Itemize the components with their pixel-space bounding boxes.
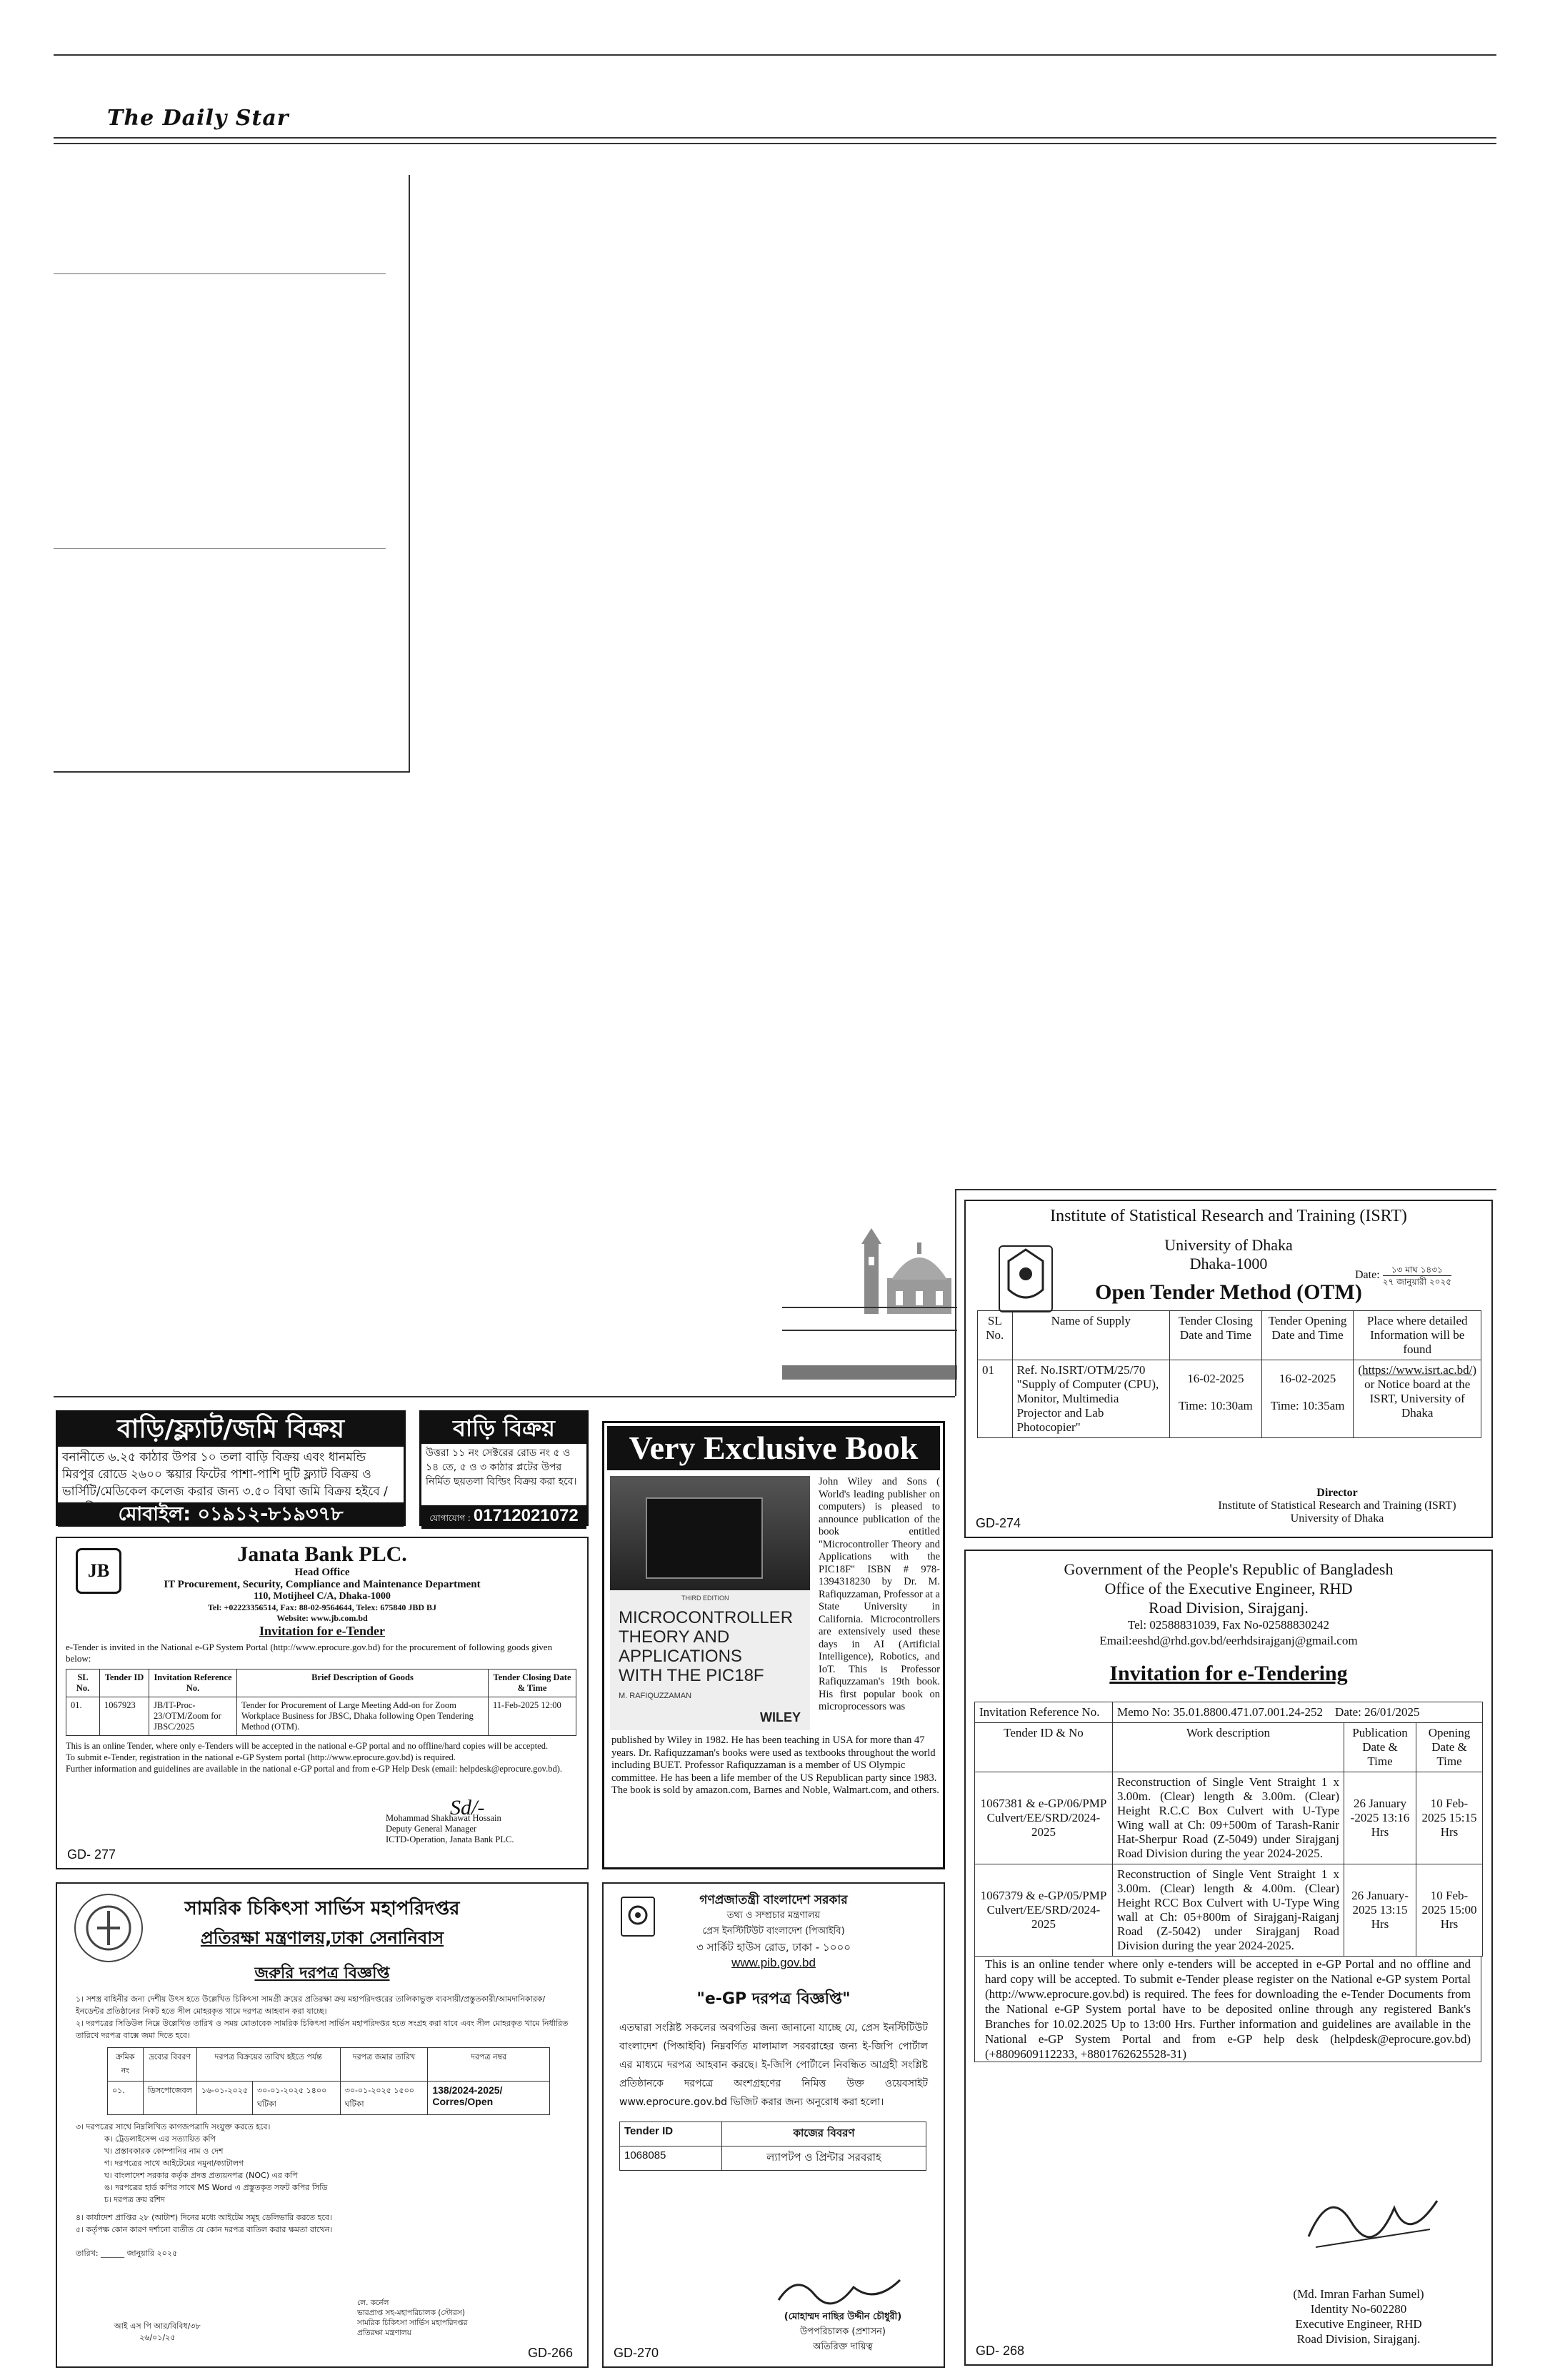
pib-ministry: তথ্য ও সম্প্রচার মন্ত্রণালয়	[726, 1910, 821, 1921]
isrt-director-univ: University of Dhaka	[1290, 1512, 1384, 1525]
table-row	[975, 1864, 1483, 1957]
amc-cell-submit: ৩০-০১-২০২৫ ১৫০০ ঘটিকা	[340, 2082, 428, 2115]
rhd-signer-title: Executive Engineer, RHD	[1295, 2317, 1422, 2331]
real-estate-ad-2-body: উত্তরা ১১ নং সেক্টরের রোড নং ৫ ও ১৪ তে, ৫ ও ৩ কাঠার প্লটের উপর নির্মিত ছয়তলা বিল্ডিং বিক্রয় করা হবে।	[426, 1447, 577, 1487]
left-column-rule-1	[54, 273, 386, 274]
cover-author: M. RAFIQUZZAMAN	[619, 1692, 692, 1700]
rhd-row2-open: 10 Feb-2025 15:00 Hrs	[1416, 1864, 1483, 1957]
isrt-tender	[964, 1200, 1493, 1538]
isrt-closing-date: 16-02-2025	[1187, 1372, 1244, 1385]
amc-th-no: দরপত্র নম্বর	[428, 2048, 550, 2082]
janata-note-1: This is an online Tender, where only e-Tenders will be accepted in the national e-GP portal and no offline/hard copies will be accepted.	[66, 1741, 549, 1751]
pib-signer: (মোহাম্মদ নাছির উদ্দীন চৌধুরী)	[784, 2311, 902, 2322]
pib-gov: গণপ্রজাতন্ত্রী বাংলাদেশ সরকার	[699, 1893, 848, 1907]
rhd-th-pub: Publication Date & Time	[1344, 1723, 1416, 1772]
isrt-closing-time: Time: 10:30am	[1179, 1399, 1253, 1412]
rhd-signer-div: Road Division, Sirajganj.	[1296, 2332, 1421, 2346]
cover-publisher: WILEY	[760, 1710, 801, 1724]
left-column-divider	[409, 175, 410, 771]
isrt-table	[977, 1310, 1481, 1438]
rhd-email: Email:eeshd@rhd.gov.bd/eerhdsirajganj@gmail.com	[1099, 1634, 1358, 1647]
rhd-note: This is an online tender where only e-tenders will be accepted in e-GP Portal and no offline and hard copy will be accepted. To submit e-Tender please register on the National e-GP system Portal (http://www.eprocure.gov.bd) is required. The fees for downloading the e-Tender Documents from the National e-GP System portal have to be deposited online through any registered Bank's Branches for 10.02.2025 Up to 13:00 Hrs. Further information and guidelines are available in the National e-GP System Portal and from e-GP help desk (helpdesk@eprocure.gov.bd) (+8809609112233, +8801762625528-31)	[974, 1956, 1481, 2062]
pib-th-id: Tender ID	[620, 2122, 722, 2146]
rhd-th-open: Opening Date & Time	[1416, 1723, 1483, 1772]
amc-ref-date: ২৬/০১/২৫	[139, 2333, 176, 2342]
isrt-director: Director	[1316, 1487, 1358, 1499]
rhd-row1-desc: Reconstruction of Single Vent Straight 1 x 3.00m. (Clear) length & 3.00m. (Clear) Height R.C.C Box Culvert with U-Type Wing wall at Ch: 09+500m of Tarash-Ranir Hat-Sherpur Road (Z-5049) under Sirajganj Road Division during the year 2024-2025.	[1113, 1772, 1344, 1864]
janata-title: Janata Bank PLC.	[237, 1542, 407, 1566]
rhd-row1-pub: 26 January -2025 13:16 Hrs	[1344, 1772, 1416, 1864]
amc-title: সামরিক চিকিৎসা সার্ভিস মহাপরিদপ্তর	[184, 1898, 460, 1919]
amc-th-item: দ্রব্যের বিবরণ	[143, 2048, 196, 2082]
du-seal-icon	[999, 1245, 1053, 1312]
janata-signer-title-2: ICTD-Operation, Janata Bank PLC.	[386, 1834, 514, 1844]
pib-signature-scribble	[775, 2273, 904, 2312]
rhd-identity: Identity No-602280	[1310, 2302, 1407, 2316]
isrt-cell-supply: Ref. No.ISRT/OTM/25/70 "Supply of Computer (CPU), Monitor, Multimedia Projector and Lab Photocopier"	[1012, 1360, 1169, 1438]
amc-heading: জরুরি দরপত্র বিজ্ঞপ্তি	[254, 1964, 390, 1982]
janata-signer-title-1: Deputy General Manager	[386, 1824, 477, 1834]
isrt-opening-time: Time: 10:35am	[1270, 1399, 1345, 1412]
amc-cell-item: ডিসপোজেবল	[143, 2082, 196, 2115]
ads-top-rule	[54, 1396, 955, 1397]
pib-tender	[602, 1882, 945, 2368]
amc-cell-sl: ০১.	[108, 2082, 144, 2115]
amc-cell-no: 138/2024-2025/ Corres/Open	[428, 2082, 550, 2115]
table-row	[978, 1360, 1481, 1438]
amc-signer-line: ভারপ্রাপ্ত সহ-মহাপরিচালক (স্টোরস)	[357, 2309, 465, 2317]
pib-heading: "e-GP দরপত্র বিজ্ঞপ্তি"	[696, 1990, 851, 2008]
book-ad	[602, 1421, 945, 1869]
rhd-row1-open: 10 Feb-2025 15:15 Hrs	[1416, 1772, 1483, 1864]
masthead-rule-2	[54, 143, 1496, 144]
janata-bank-tender	[56, 1537, 589, 1869]
pib-gd-code: GD-270	[614, 2346, 659, 2360]
amc-gd-code: GD-266	[527, 2346, 573, 2360]
rhd-signer: (Md. Imran Farhan Sumel)	[1293, 2287, 1424, 2301]
pib-cell-desc: ল্যাপটপ ও প্রিন্টার সরবরাহ	[722, 2146, 926, 2171]
rhd-tender	[964, 1550, 1493, 2366]
amc-list-item: ক। ট্রেডলাইসেন্স এর সত্যায়িত কপি	[104, 2134, 216, 2144]
amc-list-item: গ। দরপত্রের সাথে আইটেমের নমুনা/ক্যাটালগ	[104, 2159, 244, 2168]
amc-emblem-icon	[74, 1894, 143, 1962]
isrt-th-sl: SL No.	[978, 1311, 1013, 1360]
real-estate-ad-2-phone: 01712021072	[473, 1506, 579, 1525]
janata-cell-ref: JB/IT-Proc-23/OTM/Zoom for JBSC/2025	[149, 1697, 237, 1736]
isrt-title: Institute of Statistical Research and Training (ISRT)	[1050, 1207, 1407, 1225]
rhd-row2-id: 1067379 & e-GP/05/PMP Culvert/EE/SRD/2024-2025	[975, 1864, 1113, 1957]
amc-para-4: ৪। কার্যাদেশ প্রাপ্তির ২৮ (আটাশ) দিনের মধ্যে আইটেম সমূহ ডেলিভারি করতে হবে।	[76, 2213, 332, 2222]
rhd-gd-code: GD- 268	[976, 2344, 1025, 2358]
amc-list-item: ঘ। বাংলাদেশ সরকার কর্তৃক প্রদত্ত প্রত্যয়নপত্র (NOC) এর কপি	[104, 2171, 298, 2180]
table-row	[66, 1697, 576, 1736]
janata-heading: Invitation for e-Tender	[259, 1624, 385, 1638]
table-row	[108, 2082, 550, 2115]
isrt-th-closing: Tender Closing Date and Time	[1170, 1311, 1262, 1360]
janata-office: Head Office	[294, 1567, 350, 1578]
janata-cell-sl: 01.	[66, 1697, 100, 1736]
janata-address: 110, Motijheel C/A, Dhaka-1000	[254, 1591, 391, 1602]
isrt-place-link[interactable]: (https://www.isrt.ac.bd/)	[1358, 1363, 1476, 1377]
real-estate-ad-1-header: বাড়ি/ফ্ল্যাট/জমি বিক্রয়	[58, 1412, 404, 1447]
amc-para-5: ৫। কর্তৃপক্ষ কোন কারণ দর্শানো ব্যতীত যে কোন দরপত্র বাতিল করার ক্ষমতা রাখেন।	[76, 2225, 333, 2234]
pib-cell-id: 1068085	[620, 2146, 722, 2171]
rhd-row1-id: 1067381 & e-GP/06/PMP Culvert/EE/SRD/2024-2025	[975, 1772, 1113, 1864]
isrt-gd-code: GD-274	[976, 1516, 1021, 1530]
isrt-date-bn-1: ১৩ মাঘ ১৪৩১	[1383, 1264, 1451, 1276]
amc-table	[107, 2047, 550, 2115]
rhd-gov: Government of the People's Republic of Bangladesh	[1064, 1560, 1394, 1578]
rhd-row2-desc: Reconstruction of Single Vent Straight 1 x 3.00m. (Clear) length & 4.00m. (Clear) Height RCC Box Culvert with U-Type Wing wall at Ch: 05+800m of Sirajganj-Raiganj Road (Z-5042) under Sirajganj Road Division during the year 2024-2025.	[1113, 1864, 1344, 1957]
janata-signer: Mohammad Shakhawat Hossain	[386, 1813, 501, 1823]
janata-website: Website: www.jb.com.bd	[276, 1613, 368, 1623]
book-cover	[610, 1476, 810, 1730]
janata-gd-code: GD- 277	[67, 1847, 116, 1862]
chip-image	[646, 1497, 763, 1579]
amc-date-line: তারিখ: ______ জানুয়ারি ২০২৫	[76, 2249, 178, 2258]
book-text-side: John Wiley and Sons ( World's leading publisher on computers) is pleased to announce publication of the book entitled "Microcontroller Theory and Applications with the PIC18F" ISBN # 978-1394318230 by Dr. M. Rafiquzzaman, Professor at a State University in California. Microcontrollers are extensively used these days in AI (Artificial Intelligence), Robotics, and IoT. This is Professor Rafiquzzaman's 19th book. His first popular book on microprocessors was	[819, 1476, 940, 1712]
left-column-rule-2	[54, 548, 386, 549]
janata-th-id: Tender ID	[100, 1669, 149, 1697]
janata-signature: Sd/-	[450, 1796, 485, 1819]
rhd-th-id: Tender ID & No	[975, 1723, 1113, 1772]
janata-table	[66, 1669, 576, 1736]
table-row	[620, 2146, 926, 2171]
rhd-table	[974, 1702, 1483, 1957]
isrt-th-opening: Tender Opening Date and Time	[1261, 1311, 1354, 1360]
mosque-rule-2	[782, 1330, 957, 1331]
pib-body: এতদ্বারা সংশ্লিষ্ট সকলের অবগতির জন্য জানানো যাচ্ছে যে, প্রেস ইনস্টিটিউট বাংলাদেশ (পিআইবি) নিম্নবর্ণিত মালামাল সরবরাহের জন্য ই-জিপি পোর্টাল এর মাধ্যমে দরপত্র আহবান করছে। ই-জিপি পোর্টালে নিবন্ধিত আগ্রহী সংশ্লিষ্ট প্রতিষ্ঠানকে দরপত্রে অংশগ্রহণের নিমিত্ত উক্ত ওয়েবসাইট www.eprocure.gov.bd ভিজিট করার জন্য অনুরোধ করা হলো।	[619, 2022, 928, 2108]
pib-title-1: উপপরিচালক (প্রশাসন)	[799, 2326, 886, 2337]
masthead: The Daily Star	[107, 106, 289, 131]
ads-top-rule-right	[955, 1189, 1496, 1190]
janata-intro: e-Tender is invited in the National e-GP System Portal (http://www.eprocure.gov.bd) for the procurement of following goods given below:	[66, 1642, 553, 1664]
rhd-th-desc: Work description	[1113, 1723, 1344, 1772]
janata-logo: JB	[76, 1548, 121, 1594]
amc-cell-from: ১৬-০১-২০২৫	[196, 2082, 252, 2115]
real-estate-ad-2	[419, 1410, 589, 1526]
isrt-city: Dhaka-1000	[1189, 1255, 1268, 1272]
pib-institute: প্রেস ইনস্টিটিউট বাংলাদেশ (পিআইবি)	[702, 1926, 845, 1937]
cover-line-4: WITH THE PIC18F	[619, 1666, 764, 1685]
isrt-director-office: Institute of Statistical Research and Training (ISRT)	[1218, 1500, 1456, 1512]
pib-address: ৩ সার্কিট হাউস রোড, ঢাকা - ১০০০	[696, 1941, 851, 1954]
real-estate-ad-2-header: বাড়ি বিক্রয়	[421, 1412, 586, 1444]
real-estate-ad-2-contact	[421, 1505, 586, 1529]
janata-th-desc: Brief Description of Goods	[237, 1669, 489, 1697]
amc-th-submit: দরপত্র জমার তারিখ	[340, 2048, 428, 2082]
janata-cell-closing: 11-Feb-2025 12:00	[489, 1697, 576, 1736]
cover-line-1: MICROCONTROLLER	[619, 1608, 794, 1627]
real-estate-ad-1	[56, 1410, 406, 1526]
amc-ref: আই এস পি আর/বিবিধ/৩৮	[114, 2321, 201, 2331]
amc-para-2: ২। দরপত্রের সিডিউল নিম্নে উল্লেখিত তারিখ ও সময় মোতাবেক সামরিক চিকিৎসা সার্ভিস মহাপরিদপ্তর হতে সংগ্রহ করা যাবে এবং সীল মোহরকৃত খামে নির্ধারিত তারিখে দরপত্র বাক্সে জমা দিতে হবে।	[76, 2019, 569, 2040]
cover-line-3: APPLICATIONS	[619, 1647, 742, 1666]
masthead-rule-1	[54, 137, 1496, 139]
pib-table	[619, 2122, 926, 2171]
isrt-univ: University of Dhaka	[1164, 1236, 1293, 1254]
isrt-heading: Open Tender Method (OTM)	[1095, 1280, 1362, 1304]
amc-para-3: ৩। দরপত্রের সাথে নিম্নলিখিত কাগজপত্রাদি সংযুক্ত করতে হবে।	[76, 2122, 271, 2132]
amc-th-sl: ক্রমিক নং	[108, 2048, 144, 2082]
amc-para-1: ১। সশস্ত্র বাহিনীর জন্য দেশীয় উৎস হতে উল্লেখিত চিকিৎসা সামগ্রী ক্রয়ের প্রতিরক্ষা ক্রয় মহাপরিদপ্তরের তালিকাভুক্ত ব্যবসায়ী/প্রস্তুতকারী/আমদানিকারক/ইনডেন্টর প্রতিষ্ঠানের নিকট হতে সীল মোহরকৃত খামে দরপত্র আহবান করা যাচ্ছে।	[76, 1994, 546, 2016]
amc-ministry: প্রতিরক্ষা মন্ত্রণালয়,ঢাকা সেনানিবাস	[200, 1928, 444, 1948]
amc-th-sale: দরপত্র বিক্রয়ের তারিখ হইতে পর্যন্ত	[196, 2048, 340, 2082]
amc-tender	[56, 1882, 589, 2368]
rhd-memo: Memo No: 35.01.8800.471.07.001.24-252	[1117, 1705, 1324, 1719]
amc-signer-line: লে. কর্নেল	[357, 2299, 389, 2307]
mosque-bar	[782, 1365, 957, 1380]
mosque-rule-1	[782, 1307, 957, 1308]
pib-logo-icon	[621, 1897, 655, 1937]
rhd-row2-pub: 26 January-2025 13:15 Hrs	[1344, 1864, 1416, 1957]
pib-th-desc: কাজের বিবরণ	[722, 2122, 926, 2146]
janata-note-2: To submit e-Tender, registration in the national e-GP System portal (http://www.eprocure.gov.bd) is required.	[66, 1752, 456, 1762]
rhd-memo-date: Date: 26/01/2025	[1335, 1705, 1420, 1719]
table-row	[975, 1772, 1483, 1864]
cover-line-2: THEORY AND	[619, 1627, 730, 1647]
amc-list-item: খ। প্রস্তাবকারক কোম্পানির নাম ও দেশ	[104, 2146, 224, 2156]
janata-cell-id: 1067923	[100, 1697, 149, 1736]
rhd-division: Road Division, Sirajganj.	[1149, 1599, 1309, 1617]
isrt-cell-sl: 01	[978, 1360, 1013, 1438]
rhd-tel: Tel: 02588831039, Fax No-02588830242	[1127, 1618, 1330, 1632]
isrt-place-rest: or Notice board at the ISRT, University of Dhaka	[1364, 1377, 1471, 1420]
top-rule	[54, 54, 1496, 56]
amc-signer-line: সামরিক চিকিৎসা সার্ভিস মহাপরিদপ্তর	[357, 2319, 468, 2327]
cover-edition: THIRD EDITION	[681, 1595, 729, 1602]
pib-website[interactable]: www.pib.gov.bd	[731, 1956, 816, 1969]
amc-list-item: ঙ। দরপত্রের হার্ড কপির সাথে MS Word এ প্রস্তুতকৃত সফট কপির সিডি	[104, 2183, 328, 2192]
janata-th-closing: Tender Closing Date & Time	[489, 1669, 576, 1697]
ads-vertical-rule	[955, 1189, 956, 1396]
book-ad-title: Very Exclusive Book	[607, 1426, 940, 1470]
janata-tel: Tel: +02223356514, Fax: 88-02-9564644, Telex: 675840 JBD BJ	[207, 1602, 437, 1612]
rhd-signature-scribble	[1301, 2179, 1444, 2261]
amc-cell-to: ৩০-০১-২০২৫ ১৪০০ ঘটিকা	[253, 2082, 341, 2115]
real-estate-ad-1-body: বনানীতে ৬.২৫ কাঠার উপর ১০ তলা বাড়ি বিক্রয় এবং ধানমন্ডি মিরপুর রোডে ২৬০০ স্কয়ার ফিটের পাশা-পাশি দুটি ফ্ল্যাট বিক্রয় ও ভার্সিটি/মেডিকেল কলেজ করার জন্য ৩.৫০ বিঘা জমি বিক্রয় হইবে /	[62, 1450, 388, 1499]
janata-note-3: Further information and guidelines are available in the national e-GP portal and from e-GP Help Desk (email: helpdesk@eprocure.gov.bd).	[66, 1764, 562, 1774]
rhd-heading: Invitation for e-Tendering	[1109, 1662, 1348, 1685]
janata-cell-desc: Tender for Procurement of Large Meeting Add-on for Zoom Workplace Business for JBSC, Dhaka following Open Tendering Method (OTM).	[237, 1697, 489, 1736]
rhd-office: Office of the Executive Engineer, RHD	[1104, 1580, 1353, 1597]
rhd-ref-label: Invitation Reference No.	[975, 1702, 1113, 1723]
contact-label: যোগাযোগ :	[429, 1513, 471, 1523]
real-estate-ad-1-phone: মোবাইল: ০১৯১২-৮১৯৩৭৮	[58, 1502, 404, 1527]
isrt-date-label: Date:	[1355, 1269, 1380, 1282]
janata-th-ref: Invitation Reference No.	[149, 1669, 237, 1697]
amc-signer-line: প্রতিরক্ষা মন্ত্রণালয়	[357, 2329, 411, 2337]
amc-list-item: চ। দরপত্র ক্রয় রশিদ	[104, 2195, 165, 2204]
isrt-date-bn-2: ২৭ জানুয়ারী ২০২৫	[1382, 1277, 1452, 1287]
book-text-bottom: published by Wiley in 1982. He has been teaching in USA for more than 47 years. Dr. Rafiquzzaman's books were used as textbooks throughout the world including BUET. Professor Rafiquzzaman is a member of US Olympic committee. He has been a life member of the US Republican party since 1983. The book is sold by amazon.com, Barnes and Noble, Walmart.com, and others.	[611, 1734, 939, 1796]
isrt-opening-date: 16-02-2025	[1279, 1372, 1336, 1385]
pib-title-2: অতিরিক্ত দায়িত্ব	[813, 2341, 873, 2352]
left-column-bottom	[54, 771, 410, 773]
isrt-th-supply: Name of Supply	[1012, 1311, 1169, 1360]
janata-dept: IT Procurement, Security, Compliance and Maintenance Department	[164, 1579, 481, 1590]
janata-th-sl: SL No.	[66, 1669, 100, 1697]
isrt-th-place: Place where detailed Information will be found	[1354, 1311, 1481, 1360]
